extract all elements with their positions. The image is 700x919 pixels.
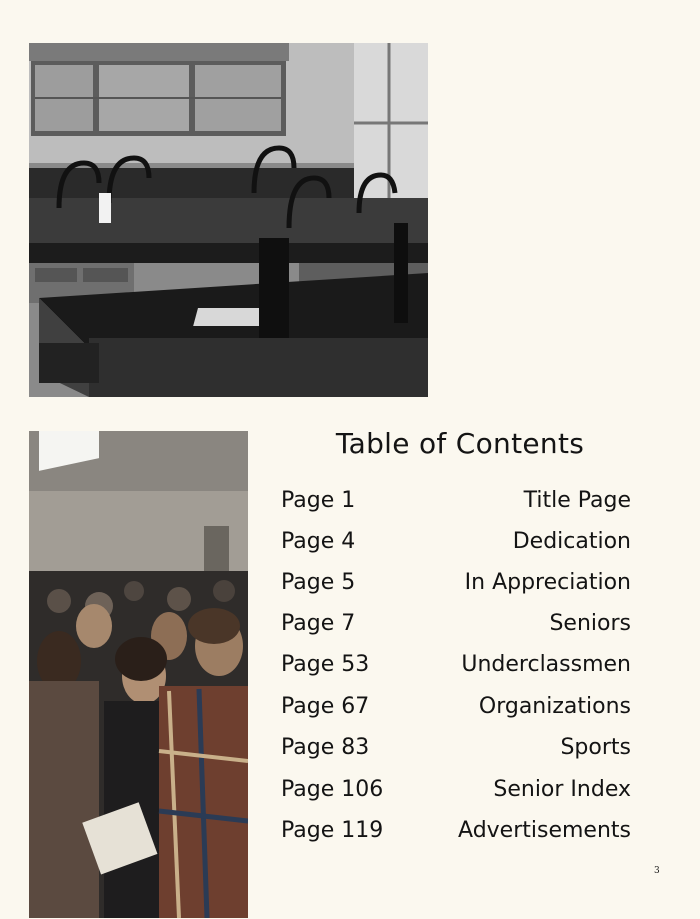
toc-entry — [281, 688, 631, 724]
toc-entry — [281, 523, 631, 559]
toc-page: Page 7 — [281, 610, 356, 636]
page-number: 3 — [654, 866, 660, 876]
toc-section: Seniors — [549, 610, 631, 636]
toc-section: Organizations — [478, 693, 631, 719]
lab-photo — [29, 43, 428, 397]
toc-page: Page 5 — [281, 569, 356, 595]
hallway-photo — [29, 431, 248, 918]
toc-entry — [281, 482, 631, 518]
toc-section: Underclassmen — [461, 651, 631, 677]
toc-entry — [281, 729, 631, 765]
toc-section: Title Page — [523, 487, 631, 513]
toc-page: Page 4 — [281, 528, 356, 554]
toc-entry — [281, 771, 631, 807]
toc-entry — [281, 646, 631, 682]
toc-section: Dedication — [512, 528, 631, 554]
toc-page: Page 119 — [281, 817, 384, 843]
toc-page: Page 106 — [281, 776, 384, 802]
toc-entry — [281, 564, 631, 600]
toc-section: Advertisements — [458, 817, 631, 843]
toc-page: Page 53 — [281, 651, 370, 677]
toc-section: In Appreciation — [464, 569, 631, 595]
toc-page: Page 1 — [281, 487, 356, 513]
toc-title: Table of Contents — [335, 427, 585, 460]
toc-entry — [281, 605, 631, 641]
toc-section: Senior Index — [493, 776, 631, 802]
toc-page: Page 67 — [281, 693, 370, 719]
toc-section: Sports — [560, 734, 631, 760]
toc-entry — [281, 812, 631, 848]
toc-page: Page 83 — [281, 734, 370, 760]
